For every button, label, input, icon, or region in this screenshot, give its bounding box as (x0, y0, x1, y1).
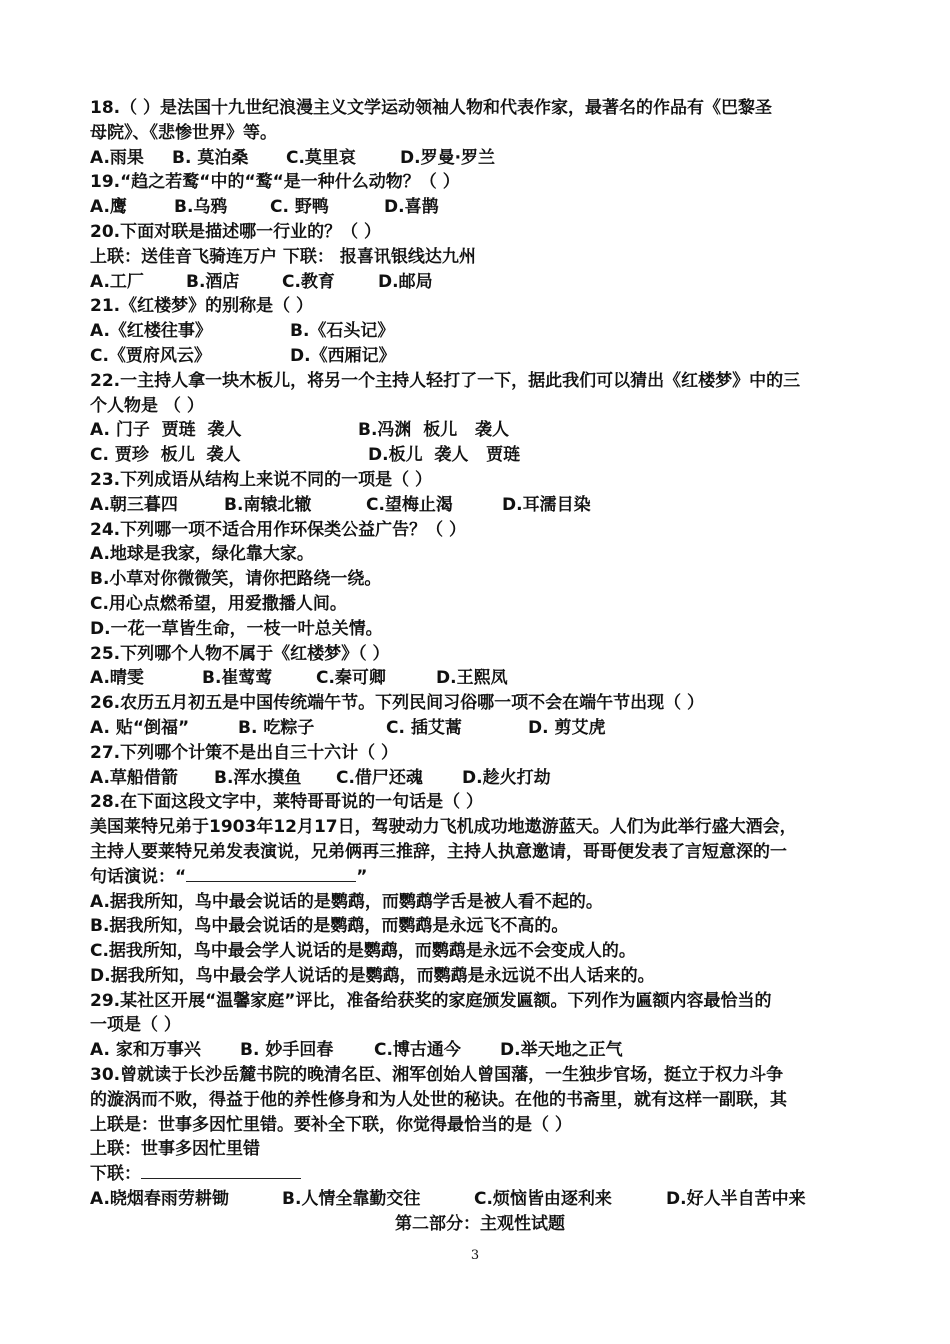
q28-option-a: A.据我所知，鸟中最会说话的是鹦鹉，而鹦鹉学舌是被人看不起的。 (90, 891, 603, 912)
q28-option-b: B.据我所知，鸟中最会说话的是鹦鹉，而鹦鹉是永远飞不高的。 (90, 916, 569, 937)
page-number: 3 (470, 1248, 480, 1263)
section-title: 第二部分：主观性试题 (395, 1213, 565, 1234)
q21-stem: 21.《红楼梦》的别称是（ ） (90, 296, 314, 317)
q22-stem-line2: 个人物是 （ ） (90, 395, 204, 416)
q20-stem: 20.下面对联是描述哪一行业的？（ ） (90, 221, 382, 242)
q22-option-b: B.冯渊 板儿 袭人 (358, 420, 510, 441)
q21-option-a: A.《红楼往事》 (90, 321, 212, 342)
q19-option-d: D.喜鹊 (384, 197, 439, 218)
q23-option-a: A.朝三暮四 (90, 494, 178, 515)
q29-stem-line1: 29.某社区开展“温馨家庭”评比，准备给获奖的家庭颁发匾额。下列作为匾额内容最恰当的 (90, 990, 772, 1011)
q28-option-d: D.据我所知，鸟中最会学人说话的是鹦鹉，而鹦鹉是永远说不出人话来的。 (90, 965, 655, 986)
q30-upper-couplet: 上联：世事多因忙里错 (90, 1139, 260, 1160)
q24-option-b: B.小草对你微微笑，请你把路绕一绕。 (90, 569, 382, 590)
q26-option-c: C. 插艾蒿 (386, 717, 462, 738)
q25-options (90, 666, 870, 691)
q30-option-a: A.晓烟春雨劳耕锄 (90, 1189, 229, 1210)
q28-stem: 28.在下面这段文字中，莱特哥哥说的一句话是（ ） (90, 792, 484, 813)
q24-option-a: A.地球是我家，绿化靠大家。 (90, 544, 314, 565)
q22-option-d: D.板儿 袭人 贾琏 (368, 445, 521, 466)
q29-stem-line2: 一项是（ ） (90, 1015, 181, 1036)
q28-answer-blank[interactable] (186, 865, 356, 882)
q22-options-row1 (90, 418, 870, 443)
q29-option-c: C.博古通今 (374, 1040, 461, 1061)
q24-option-c: C.用心点燃希望，用爱撒播人间。 (90, 593, 347, 614)
q21-option-d: D.《西厢记》 (290, 345, 396, 366)
q23-stem: 23.下列成语从结构上来说不同的一项是（ ） (90, 469, 433, 490)
q26-stem: 26.农历五月初五是中国传统端午节。下列民间习俗哪一项不会在端午节出现（ ） (90, 693, 705, 714)
q26-option-d: D. 剪艾虎 (528, 717, 606, 738)
q18-option-c: C.莫里哀 (286, 147, 356, 168)
q25-option-a: A.晴雯 (90, 668, 144, 689)
q28-passage-line3 (90, 865, 870, 890)
q24-option-d: D.一花一草皆生命，一枝一叶总关情。 (90, 618, 383, 639)
q18-option-b: B. 莫泊桑 (172, 147, 249, 168)
q22-options-row2 (90, 443, 870, 468)
q21-options-row1 (90, 319, 870, 344)
q18-stem-line2: 母院》、《悲惨世界》等。 (90, 122, 277, 143)
q25-option-d: D.王熙凤 (436, 668, 508, 689)
q20-option-d: D.邮局 (378, 271, 433, 292)
q22-stem-line1: 22.一主持人拿一块木板儿，将另一个主持人轻打了一下，据此我们可以猜出《红楼梦》中的三 (90, 370, 801, 391)
q19-option-c: C. 野鸭 (270, 197, 329, 218)
q20-option-a: A.工厂 (90, 271, 144, 292)
q27-stem: 27.下列哪个计策不是出自三十六计（ ） (90, 742, 399, 763)
q25-stem: 25.下列哪个人物不属于《红楼梦》（ ） (90, 643, 390, 664)
q18-options (90, 146, 870, 171)
q20-option-b: B.酒店 (186, 271, 240, 292)
q24-stem: 24.下列哪一项不适合用作环保类公益广告？（ ） (90, 519, 467, 540)
q28-passage-line2: 主持人要莱特兄弟发表演说，兄弟俩再三推辞，主持人执意邀请，哥哥便发表了言短意深的一 (90, 841, 787, 862)
q20-option-c: C.教育 (282, 271, 335, 292)
q29-option-b: B. 妙手回春 (240, 1040, 334, 1061)
q30-option-c: C.烦恼皆由逐利来 (474, 1189, 612, 1210)
q22-option-c: C. 贾珍 板儿 袭人 (90, 445, 241, 466)
q20-couplet: 上联：送佳音飞骑连万户 下联： 报喜讯银线达九州 (90, 246, 476, 267)
q29-options (90, 1038, 870, 1063)
q23-option-c: C.望梅止渴 (366, 494, 453, 515)
q26-option-b: B. 吃粽子 (238, 717, 315, 738)
q30-options (90, 1187, 870, 1212)
q30-stem-line1: 30.曾就读于长沙岳麓书院的晚清名臣、湘军创始人曾国藩，一生独步官场，挺立于权力斗争 (90, 1065, 784, 1086)
q21-option-b: B.《石头记》 (290, 321, 395, 342)
q27-option-a: A.草船借箭 (90, 767, 178, 788)
q19-option-b: B.乌鸦 (174, 197, 228, 218)
q30-stem-line2: 的漩涡而不败，得益于他的养性修身和为人处世的秘诀。在他的书斋里，就有这样一副联，其 (90, 1089, 787, 1110)
q26-option-a: A. 贴“倒福” (90, 717, 190, 738)
q27-option-c: C.借尸还魂 (336, 767, 423, 788)
q29-option-d: D.举天地之正气 (500, 1040, 623, 1061)
q28-option-c: C.据我所知，鸟中最会学人说话的是鹦鹉，而鹦鹉是永远不会变成人的。 (90, 941, 636, 962)
q23-option-d: D.耳濡目染 (502, 494, 591, 515)
q30-lower-prefix: 下联： (90, 1164, 141, 1185)
q20-options (90, 270, 870, 295)
q26-options (90, 716, 870, 741)
q28-passage-suffix: ” (356, 866, 368, 887)
q18-option-a: A.雨果 (90, 147, 144, 168)
q25-option-c: C.秦可卿 (316, 668, 386, 689)
q21-options-row2 (90, 344, 870, 369)
q25-option-b: B.崔莺莺 (202, 668, 273, 689)
q21-option-c: C.《贾府风云》 (90, 345, 211, 366)
q18-option-d: D.罗曼·罗兰 (400, 147, 496, 168)
q18-stem-line1: 18.（ ）是法国十九世纪浪漫主义文学运动领袖人物和代表作家，最著名的作品有《巴黎圣 (90, 98, 773, 118)
q30-option-d: D.好人半自苦中来 (666, 1189, 806, 1210)
q29-option-a: A. 家和万事兴 (90, 1040, 201, 1061)
q19-options (90, 195, 870, 220)
q19-option-a: A.鹰 (90, 197, 127, 218)
q30-option-b: B.人情全靠勤交往 (282, 1189, 421, 1210)
q22-option-a: A. 门子 贾琏 袭人 (90, 420, 242, 441)
exam-page (90, 96, 870, 1237)
q28-passage-prefix: 句话演说：“ (90, 866, 187, 887)
q27-options (90, 766, 870, 791)
q27-option-b: B.浑水摸鱼 (214, 767, 302, 788)
q30-answer-blank[interactable] (141, 1162, 301, 1179)
q28-passage-line1: 美国莱特兄弟于1903年12月17日，驾驶动力飞机成功地遨游蓝天。人们为此举行盛大酒会， (90, 817, 797, 838)
q30-lower-couplet (90, 1162, 870, 1187)
q27-option-d: D.趁火打劫 (462, 767, 551, 788)
q23-options (90, 493, 870, 518)
q19-stem: 19.“趋之若鹜“中的“鹜“是一种什么动物？（ ） (90, 172, 460, 193)
q23-option-b: B.南辕北辙 (224, 494, 312, 515)
q30-stem-line3: 上联是：世事多因忙里错。要补全下联，你觉得最恰当的是（ ） (90, 1114, 572, 1135)
